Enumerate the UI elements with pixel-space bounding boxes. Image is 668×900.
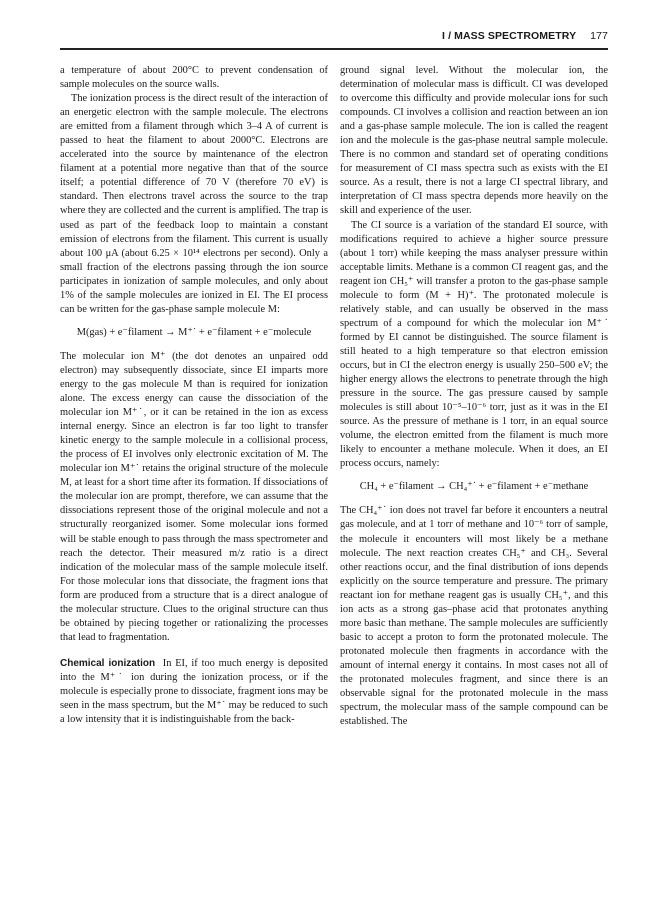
left-column bbox=[60, 64, 328, 727]
right-column bbox=[340, 64, 608, 729]
left-paragraph-4: In EI, if too much energy is deposited into the M⁺˙ ion during the ionization process, or if the molecule is especially prone to dissociate, fragment ions may be seen in the mass spectrum, but the M⁺˙ may be reduced to such a low intensity that it is indistinguishable from the back- bbox=[60, 657, 329, 726]
left-paragraph-3: The molecular ion M⁺ (the dot denotes an unpaired odd electron) may subsequently dissociate, since EI imparts more energy to the gas molecule M than is required for ionization alone. The excess energy can cause the dissociation of the molecular ion M⁺˙, or it can be retained in the ion as excess internal energy. Since an electron is far too light to transfer kinetic energy to the sample molecule in a collisional process, the process of EI involves only electronic excitation of M. The molecular ion M⁺˙ retains the original structure of the molecule M, at least for a short time after its formation. If dissociations of the molecular ion are prompt, therefore, we can assume that the dissociations represent those of the original molecule and not a structurally reorganized isomer. Some molecular ions formed will be stable enough to pass through the mass spectrometer and reach the detector. Their measured m/z ratio is a direct indication of the molecular mass of the sample molecule itself. For those molecular ions that dissociate, the fragment ions that form are produced from a structure that is a direct analogue of the molecular structure. Clues to the original structure can thus be obtained by piecing together or rationalizing the processes that lead to fragmentation. bbox=[60, 350, 328, 643]
section-heading-chemical-ionization: Chemical ionization bbox=[60, 657, 156, 669]
right-paragraph-3: The CH₄⁺˙ ion does not travel far before it encounters a neutral gas molecule, and at 1 torr of methane and 10⁻⁶ torr of sample, the molecule it encounters will most likely be a methane molecule. The next reaction creates CH₅⁺ and CH₃. Several other reactions occur, and the final distribution of ions depends explicitly on the source temperature and pressure. The primary reactant ion for methane reagent gas is usually CH₅⁺, and this ion acts as a strong gas–phase acid that protonates anything more basic than methane. The sample molecules are sufficiently basic to accept a proton to form the protonated molecule. The protonated molecule then fragments in accordance with the amount of internal energy it contains. In most cases not all of the protonated molecules fragment, and since there is an observable signal for the protonated molecule in the mass spectrum, the molecular mass of the sample compound can be established. The bbox=[340, 505, 608, 728]
page-number: 177 bbox=[590, 30, 608, 42]
running-header bbox=[60, 30, 608, 44]
chemical-ionization-paragraph bbox=[60, 657, 328, 727]
left-paragraph-2: The ionization process is the direct result of the interaction of an energetic electron with the sample molecule. The electrons are emitted from a filament through which 3–4 A of current is passed to heat the filament to about 2000°C. Electrons are accelerated into the source by maintenance of the electron filament at a potential more negative than that of the source itself; a potential difference of 70 V (therefore 70 eV) is standard. Then electrons travel across the source to the trap where they are collected and the current is amplified. The trap is used as part of the feedback loop to maintain a constant emission of electrons from the filament. This current is usually about 100 μA (about 6.25 × 10¹⁴ electrons per second). Only a small fraction of the electrons passing through the ion source participates in ionization of sample molecules, and only about 1% of the sample molecules are ionized in EI. The EI process can be written for the gas-phase sample molecule M: bbox=[60, 93, 328, 315]
header-rule bbox=[60, 48, 608, 50]
running-title: I / MASS SPECTROMETRY bbox=[442, 30, 577, 42]
right-paragraph-2: The CI source is a variation of the standard EI source, with modifications required to achieve a higher source pressure (about 1 torr) while keeping the mass analyser pressure within acceptable limits. Methane is a common CI reagent gas, and the reagent ion CH₅⁺ will transfer a proton to the gas-phase sample molecule to form (M + H)⁺. The protonated molecule is relatively stable, and can usually be observed in the mass spectrum of a compound for which the molecular ion M⁺˙ formed by EI cannot be distinguished. The source filament is still heated to a high temperature so that electron emission occurs, but in CI the electron energy is usually 250–500 eV; the higher energy allows the electrons to penetrate through the high pressure in the source. The gas pressure caused by sample molecules is still about 10⁻⁵–10⁻⁶ torr, just as it was in the EI source. As the pressure of methane is 1 torr, in an equal source volume, the electron emitted from the filament is much more likely to encounter a methane molecule. When it does, an EI process occurs, namely: bbox=[340, 219, 608, 470]
ei-equation: M(gas) + e⁻filament → M⁺˙ + e⁻filament + e⁻molecule bbox=[76, 326, 312, 338]
ci-equation: CH₄ + e⁻filament → CH₄⁺˙ + e⁻filament + e⁻methane bbox=[359, 481, 589, 493]
right-paragraph-1: ground signal level. Without the molecular ion, the determination of molecular mass is difficult. CI was developed to overcome this difficulty and provide molecular ions for such compounds. CI involves a collision and reaction between an ion and a gas-phase sample molecule. The ion is called the reagent ion and the molecule is the gas-phase neutral sample molecule. There is no common and standard set of operating conditions for measurement of CI mass spectra such as exists with the EI source. As a result, there is not a large CI spectral library, and interpretation of CI mass spectra depends more heavily on the skill and experience of the user. bbox=[340, 65, 608, 217]
left-paragraph-1: a temperature of about 200°C to prevent condensation of sample molecules on the source walls. bbox=[60, 65, 328, 91]
